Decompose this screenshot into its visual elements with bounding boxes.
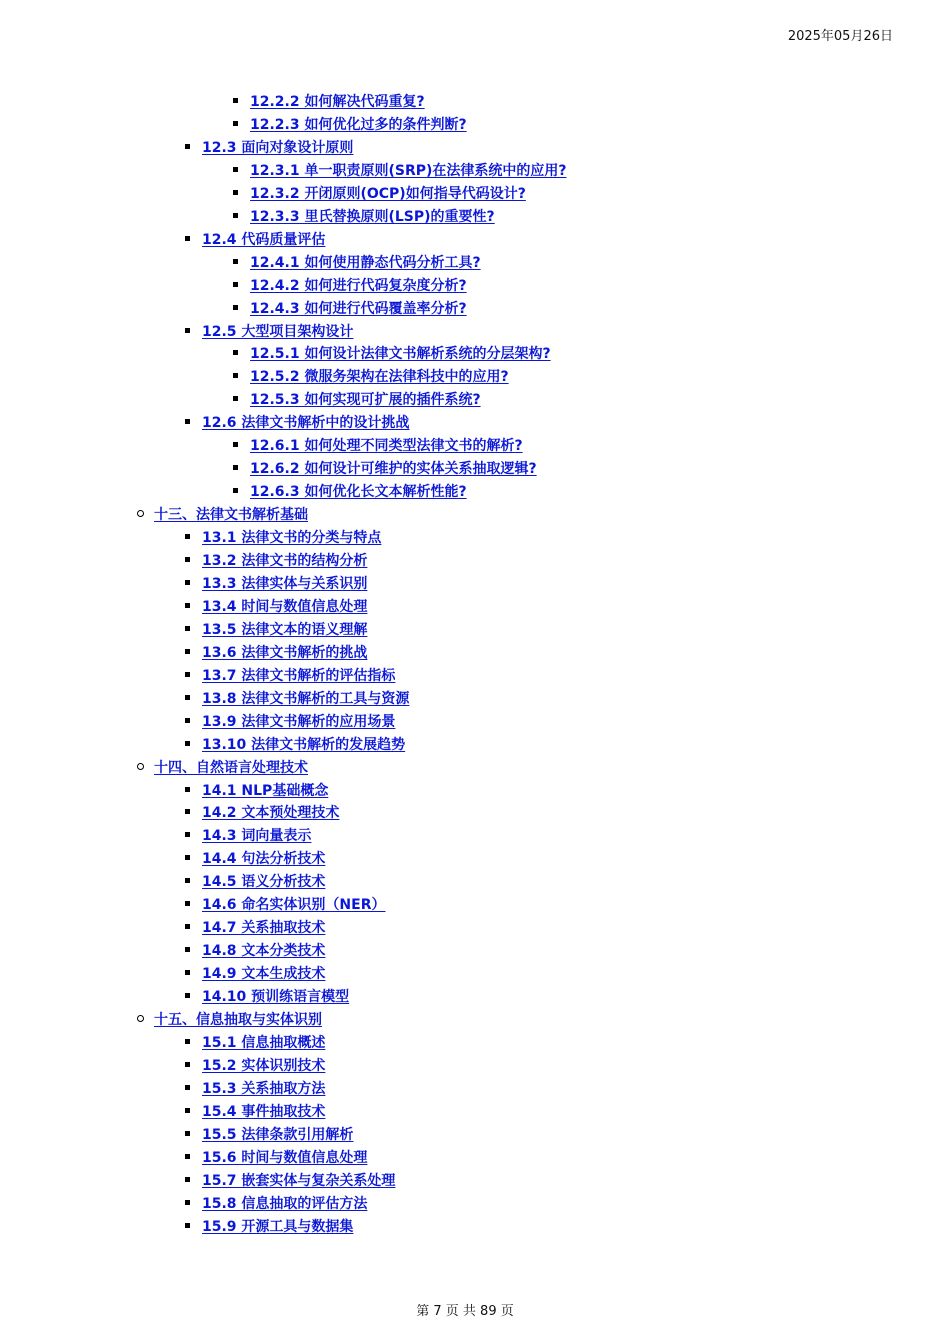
toc-link[interactable]: 15.6 时间与数值信息处理	[202, 1149, 368, 1166]
square-bullet-icon	[233, 305, 238, 310]
toc-item	[250, 160, 567, 180]
square-bullet-icon	[185, 1108, 190, 1113]
square-bullet-icon	[185, 878, 190, 883]
toc-item	[250, 435, 523, 455]
square-bullet-icon	[185, 1223, 190, 1228]
square-bullet-icon	[233, 465, 238, 470]
toc-item	[202, 642, 367, 662]
toc-link[interactable]: 14.1 NLP基础概念	[202, 782, 329, 799]
square-bullet-icon	[185, 1154, 190, 1159]
toc-item	[154, 504, 308, 524]
square-bullet-icon	[185, 718, 190, 723]
toc-item	[202, 986, 349, 1006]
square-bullet-icon	[233, 167, 238, 172]
toc-link[interactable]: 15.4 事件抽取技术	[202, 1103, 326, 1120]
square-bullet-icon	[233, 373, 238, 378]
toc-link[interactable]: 12.2.3 如何优化过多的条件判断?	[250, 116, 467, 133]
toc-item	[202, 229, 325, 249]
toc-item	[202, 527, 381, 547]
toc-item	[202, 573, 367, 593]
toc-item	[154, 1009, 322, 1029]
square-bullet-icon	[185, 144, 190, 149]
toc-item	[202, 825, 311, 845]
toc-link[interactable]: 12.6.2 如何设计可维护的实体关系抽取逻辑?	[250, 461, 537, 478]
toc-item	[202, 802, 339, 822]
toc-item	[202, 619, 367, 639]
square-bullet-icon	[185, 419, 190, 424]
toc-link[interactable]: 12.5.1 如何设计法律文书解析系统的分层架构?	[250, 346, 551, 363]
square-bullet-icon	[185, 1177, 190, 1182]
toc-link[interactable]: 15.2 实体识别技术	[202, 1057, 326, 1074]
square-bullet-icon	[185, 1039, 190, 1044]
toc-item	[250, 458, 537, 478]
toc-item	[202, 1147, 367, 1167]
toc-link[interactable]: 15.1 信息抽取概述	[202, 1034, 326, 1051]
toc-link[interactable]: 12.2.2 如何解决代码重复?	[250, 94, 425, 110]
toc-item	[202, 1032, 325, 1052]
square-bullet-icon	[185, 787, 190, 792]
toc-link[interactable]: 12.5.3 如何实现可扩展的插件系统?	[250, 392, 481, 409]
toc-link[interactable]: 14.3 词向量表示	[202, 828, 312, 845]
square-bullet-icon	[185, 557, 190, 562]
square-bullet-icon	[233, 98, 238, 103]
square-bullet-icon	[185, 626, 190, 631]
square-bullet-icon	[185, 672, 190, 677]
toc-link[interactable]: 14.10 预训练语言模型	[202, 989, 350, 1006]
square-bullet-icon	[233, 488, 238, 493]
toc-item	[202, 1170, 395, 1190]
toc-item	[202, 1193, 367, 1213]
toc-item	[250, 114, 467, 134]
toc-link[interactable]: 13.2 法律文书的结构分析	[202, 553, 368, 569]
toc-link[interactable]: 13.1 法律文书的分类与特点	[202, 530, 382, 547]
square-bullet-icon	[185, 924, 190, 929]
toc-link[interactable]: 12.4.1 如何使用静态代码分析工具?	[250, 254, 481, 271]
toc-item	[202, 848, 325, 868]
square-bullet-icon	[233, 442, 238, 447]
toc-link[interactable]: 14.9 文本生成技术	[202, 966, 326, 983]
toc-link[interactable]: 13.3 法律实体与关系识别	[202, 575, 368, 592]
toc-item	[250, 183, 526, 203]
toc-item	[250, 366, 509, 386]
square-bullet-icon	[233, 350, 238, 355]
toc-link[interactable]: 12.4.3 如何进行代码覆盖率分析?	[250, 300, 467, 317]
toc-link[interactable]: 12.3.2 开闭原则(OCP)如何指导代码设计?	[250, 185, 526, 202]
toc-link[interactable]: 十三、法律文书解析基础	[154, 507, 308, 524]
toc-link[interactable]: 14.4 句法分析技术	[202, 851, 326, 868]
toc-item	[202, 412, 409, 432]
toc-item	[202, 894, 385, 914]
toc-item	[202, 688, 409, 708]
square-bullet-icon	[185, 855, 190, 860]
toc-item	[250, 298, 467, 318]
square-bullet-icon	[185, 328, 190, 333]
circle-bullet-icon	[137, 763, 144, 770]
circle-bullet-icon	[137, 510, 144, 517]
circle-bullet-icon	[137, 1015, 144, 1022]
toc-item	[202, 780, 328, 800]
toc-item	[250, 389, 481, 409]
toc-link[interactable]: 15.7 嵌套实体与复杂关系处理	[202, 1172, 396, 1189]
toc-item	[250, 91, 425, 111]
toc-link[interactable]: 13.7 法律文书解析的评估指标	[202, 667, 396, 684]
toc-link[interactable]: 十五、信息抽取与实体识别	[154, 1012, 322, 1028]
toc-link[interactable]: 13.4 时间与数值信息处理	[202, 598, 368, 615]
square-bullet-icon	[185, 1131, 190, 1136]
toc-link[interactable]: 14.2 文本预处理技术	[202, 805, 340, 822]
toc-item	[202, 711, 395, 731]
toc-item	[202, 940, 325, 960]
toc-link[interactable]: 12.3.3 里氏替换原则(LSP)的重要性?	[250, 208, 495, 225]
square-bullet-icon	[233, 190, 238, 195]
toc-link[interactable]: 12.4 代码质量评估	[202, 231, 326, 248]
toc-item	[202, 550, 367, 570]
square-bullet-icon	[185, 901, 190, 906]
page-date: 2025年05月26日	[787, 29, 893, 44]
square-bullet-icon	[233, 259, 238, 264]
toc-item	[250, 275, 467, 295]
toc-link[interactable]: 12.5.2 微服务架构在法律科技中的应用?	[250, 369, 509, 386]
square-bullet-icon	[233, 282, 238, 287]
toc-link[interactable]: 13.6 法律文书解析的挑战	[202, 644, 368, 661]
square-bullet-icon	[185, 603, 190, 608]
square-bullet-icon	[185, 1085, 190, 1090]
square-bullet-icon	[185, 1200, 190, 1205]
toc-link[interactable]: 十四、自然语言处理技术	[154, 759, 308, 776]
toc-item	[250, 481, 467, 501]
toc-link[interactable]: 13.9 法律文书解析的应用场景	[202, 713, 396, 730]
toc-link[interactable]: 14.7 关系抽取技术	[202, 920, 326, 937]
toc-link[interactable]: 13.8 法律文书解析的工具与资源	[202, 690, 410, 707]
square-bullet-icon	[233, 396, 238, 401]
square-bullet-icon	[185, 832, 190, 837]
toc-item	[202, 596, 367, 616]
toc-link[interactable]: 15.5 法律条款引用解析	[202, 1126, 354, 1143]
toc-link[interactable]: 15.9 开源工具与数据集	[202, 1218, 354, 1235]
square-bullet-icon	[185, 741, 190, 746]
square-bullet-icon	[185, 970, 190, 975]
toc-item	[202, 1055, 325, 1075]
toc-item	[154, 757, 308, 777]
toc-link[interactable]: 14.5 语义分析技术	[202, 874, 326, 891]
toc-item	[250, 206, 495, 226]
toc-item	[202, 1124, 353, 1144]
toc-link[interactable]: 12.6.3 如何优化长文本解析性能?	[250, 484, 467, 501]
square-bullet-icon	[185, 695, 190, 700]
toc-item	[250, 343, 551, 363]
toc-item	[250, 252, 481, 272]
toc-item	[202, 871, 325, 891]
square-bullet-icon	[185, 236, 190, 241]
square-bullet-icon	[185, 809, 190, 814]
toc-link[interactable]: 12.5 大型项目架构设计	[202, 323, 354, 340]
toc-item	[202, 665, 395, 685]
toc-item	[202, 321, 353, 341]
toc-link[interactable]: 13.5 法律文本的语义理解	[202, 621, 368, 638]
toc-link[interactable]: 12.6.1 如何处理不同类型法律文书的解析?	[250, 438, 523, 455]
toc-link[interactable]: 14.8 文本分类技术	[202, 943, 326, 960]
toc-item	[202, 734, 405, 754]
toc-item	[202, 1216, 353, 1236]
square-bullet-icon	[185, 1062, 190, 1067]
toc-link[interactable]: 12.4.2 如何进行代码复杂度分析?	[250, 277, 467, 294]
square-bullet-icon	[185, 947, 190, 952]
toc-link[interactable]: 14.6 命名实体识别（NER）	[202, 897, 386, 914]
toc-link[interactable]: 15.8 信息抽取的评估方法	[202, 1195, 368, 1212]
page-footer: 第 7 页 共 89 页	[416, 1304, 514, 1319]
toc-item	[202, 917, 325, 937]
toc-item	[202, 1078, 325, 1098]
toc-link[interactable]: 12.3.1 单一职责原则(SRP)在法律系统中的应用?	[250, 162, 567, 179]
square-bullet-icon	[185, 580, 190, 585]
toc-item	[202, 1101, 325, 1121]
toc-link[interactable]: 12.3 面向对象设计原则	[202, 139, 354, 156]
toc-link[interactable]: 13.10 法律文书解析的发展趋势	[202, 736, 406, 753]
square-bullet-icon	[185, 993, 190, 998]
square-bullet-icon	[233, 213, 238, 218]
toc-item	[202, 137, 353, 157]
toc-link[interactable]: 15.3 关系抽取方法	[202, 1080, 326, 1097]
toc-link[interactable]: 12.6 法律文书解析中的设计挑战	[202, 415, 410, 432]
square-bullet-icon	[185, 534, 190, 539]
square-bullet-icon	[233, 121, 238, 126]
square-bullet-icon	[185, 649, 190, 654]
toc-item	[202, 963, 325, 983]
